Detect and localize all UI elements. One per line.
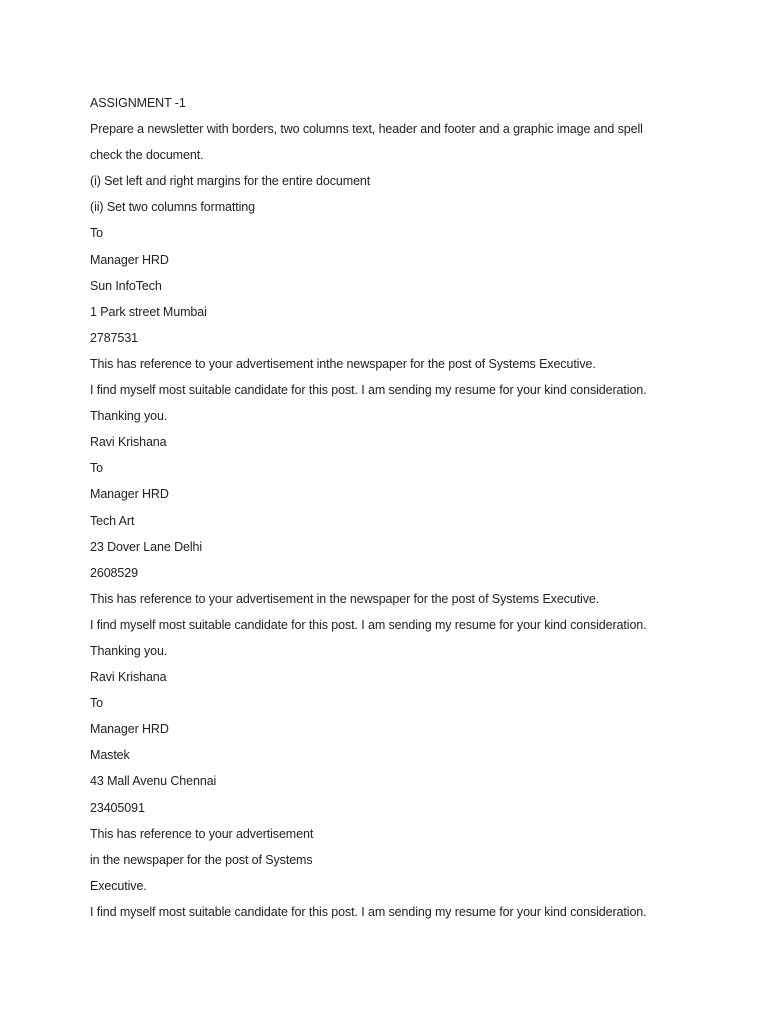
letter-2-company: Tech Art bbox=[90, 513, 135, 528]
assignment-instruction-line-2: check the document. bbox=[90, 148, 204, 163]
letter-2-signature: Ravi Krishana bbox=[90, 670, 167, 685]
letter-1-phone: 2787531 bbox=[90, 330, 138, 345]
letter-3-body-line: in the newspaper for the post of Systems bbox=[90, 852, 313, 867]
letter-2-closing: Thanking you. bbox=[90, 643, 168, 658]
letter-3-body-line: I find myself most suitable candidate for this post. I am sending my resume for your kind consideration. bbox=[90, 904, 647, 919]
letter-1-address: 1 Park street Mumbai bbox=[90, 304, 207, 319]
letter-1-recipient: Manager HRD bbox=[90, 252, 169, 267]
letter-3-salutation: To bbox=[90, 696, 104, 711]
letter-2-recipient: Manager HRD bbox=[90, 487, 169, 502]
assignment-step-1: (i) Set left and right margins for the entire document bbox=[90, 174, 371, 189]
document-title: ASSIGNMENT -1 bbox=[90, 96, 186, 110]
letter-3-body-line: This has reference to your advertisement bbox=[90, 826, 314, 841]
letter-1-closing: Thanking you. bbox=[90, 409, 168, 424]
letter-2-body-line: I find myself most suitable candidate for this post. I am sending my resume for your kind consideration. bbox=[90, 617, 647, 632]
letter-1-signature: Ravi Krishana bbox=[90, 435, 167, 450]
letter-3-address: 43 Mall Avenu Chennai bbox=[90, 774, 217, 789]
letter-1-salutation: To bbox=[90, 226, 104, 241]
letter-2-address: 23 Dover Lane Delhi bbox=[90, 539, 203, 554]
letter-1-body-line: I find myself most suitable candidate for this post. I am sending my resume for your kind consideration. bbox=[90, 383, 647, 398]
assignment-instruction-line-1: Prepare a newsletter with borders, two columns text, header and footer and a graphic image and spell bbox=[90, 122, 643, 137]
letter-2-salutation: To bbox=[90, 461, 104, 476]
letter-1-company: Sun InfoTech bbox=[90, 278, 162, 293]
letter-2-phone: 2608529 bbox=[90, 565, 138, 580]
letter-3-company: Mastek bbox=[90, 748, 130, 763]
letter-3-phone: 23405091 bbox=[90, 800, 145, 815]
assignment-step-2: (ii) Set two columns formatting bbox=[90, 200, 256, 215]
letter-3-recipient: Manager HRD bbox=[90, 722, 169, 737]
document-body bbox=[90, 90, 690, 925]
letter-1-body-line: This has reference to your advertisement inthe newspaper for the post of Systems Executive. bbox=[90, 356, 596, 371]
letter-2-body-line: This has reference to your advertisement in the newspaper for the post of Systems Executive. bbox=[90, 591, 600, 606]
letter-3-body-line: Executive. bbox=[90, 878, 147, 893]
